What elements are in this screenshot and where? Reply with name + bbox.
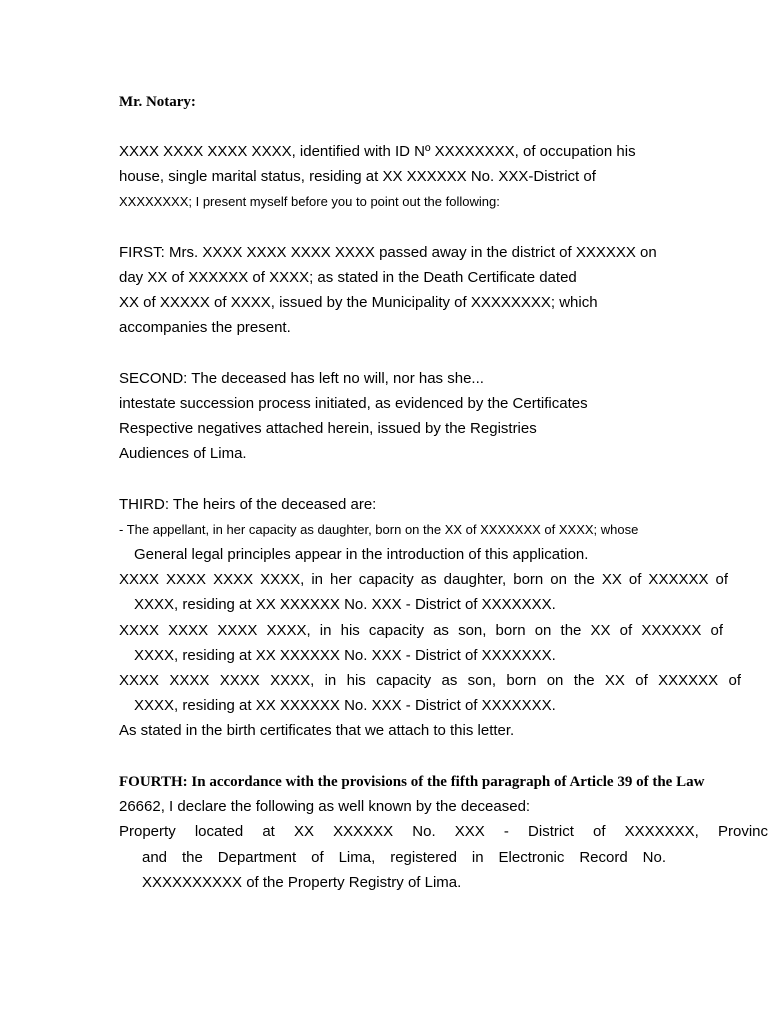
heir-2-line-2: XXXX, residing at XX XXXXXX No. XXX - District of XXXXXXX.: [134, 647, 556, 664]
heir-1-line-2: XXXX, residing at XX XXXXXX No. XXX - District of XXXXXXX.: [134, 596, 556, 613]
second-line-1: SECOND: The deceased has left no will, nor has she...: [119, 370, 484, 387]
first-line-4: accompanies the present.: [119, 319, 291, 336]
heir-3-line-2: XXXX, residing at XX XXXXXX No. XXX - District of XXXXXXX.: [134, 697, 556, 714]
appellant-line-1: - The appellant, in her capacity as daughter, born on the XX of XXXXXXX of XXXX; whose: [119, 522, 639, 537]
heir-2-line-1: XXXX XXXX XXXX XXXX, in his capacity as son, born on the XX of XXXXXX of: [119, 622, 723, 639]
first-line-2: day XX of XXXXXX of XXXX; as stated in the Death Certificate dated: [119, 269, 577, 286]
third-heading: THIRD: The heirs of the deceased are:: [119, 496, 377, 513]
third-closing: As stated in the birth certificates that we attach to this letter.: [119, 722, 515, 739]
second-line-4: Audiences of Lima.: [119, 445, 247, 462]
fourth-line-2: 26662, I declare the following as well known by the deceased:: [119, 798, 531, 815]
intro-line-3: XXXXXXXX; I present myself before you to point out the following:: [119, 194, 500, 209]
second-line-2: intestate succession process initiated, as evidenced by the Certificates: [119, 395, 588, 412]
appellant-line-2: General legal principles appear in the introduction of this application.: [134, 546, 589, 563]
intro-line-2: house, single marital status, residing at XX XXXXXX No. XXX-District of: [119, 168, 596, 185]
property-line-2: and the Department of Lima, registered in Electronic Record No.: [142, 849, 666, 866]
salutation: Mr. Notary:: [119, 94, 196, 110]
heir-3-line-1: XXXX XXXX XXXX XXXX, in his capacity as son, born on the XX of XXXXXX of: [119, 672, 741, 689]
first-line-3: XX of XXXXX of XXXX, issued by the Municipality of XXXXXXXX; which: [119, 294, 598, 311]
first-line-1: FIRST: Mrs. XXXX XXXX XXXX XXXX passed away in the district of XXXXXX on: [119, 244, 657, 261]
second-line-3: Respective negatives attached herein, issued by the Registries: [119, 420, 537, 437]
fourth-heading: FOURTH: In accordance with the provisions of the fifth paragraph of Article 39 of the Law: [119, 774, 705, 790]
property-line-1: Property located at XX XXXXXX No. XXX - District of XXXXXXX, Provinc: [119, 823, 768, 840]
heir-1-line-1: XXXX XXXX XXXX XXXX, in her capacity as daughter, born on the XX of XXXXXX of: [119, 571, 728, 588]
intro-line-1: XXXX XXXX XXXX XXXX, identified with ID Nº XXXXXXXX, of occupation his: [119, 143, 636, 160]
property-line-3: XXXXXXXXXX of the Property Registry of Lima.: [142, 874, 462, 891]
